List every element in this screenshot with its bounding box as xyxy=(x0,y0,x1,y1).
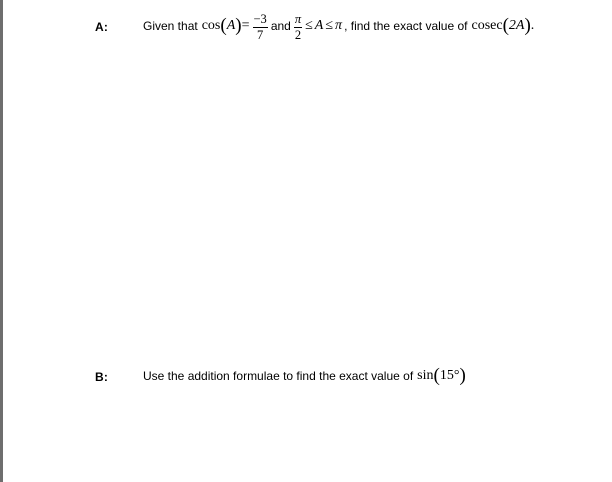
fraction-cos-value xyxy=(253,13,268,41)
given-that-text: Given that xyxy=(143,19,198,33)
fraction-denominator: 7 xyxy=(257,27,264,42)
and-text: and xyxy=(270,19,291,33)
fraction-denominator: 2 xyxy=(294,27,302,42)
sin-function: sin xyxy=(417,368,434,383)
cosec-function: cosec xyxy=(471,18,503,33)
question-b-text xyxy=(143,364,466,388)
leq-sign: ≤ xyxy=(305,18,313,33)
open-paren: ( xyxy=(502,14,509,36)
question-a-label: A: xyxy=(95,20,109,34)
fraction-numerator: π xyxy=(294,12,302,26)
question-b-label: B: xyxy=(95,370,109,384)
find-exact-value-text: , find the exact value of xyxy=(344,19,468,33)
variable-a: A xyxy=(226,18,236,33)
question-a-text xyxy=(143,9,534,43)
angle-value: 15° xyxy=(439,368,460,383)
fraction-pi-over-two xyxy=(294,13,302,41)
variable-a: A xyxy=(314,18,324,33)
cos-function: cos xyxy=(201,18,221,33)
two-a-argument: 2A xyxy=(508,18,525,33)
close-paren: ) xyxy=(235,14,242,36)
addition-formulae-text: Use the addition formulae to find the exact value of xyxy=(143,369,414,383)
equals-sign: = xyxy=(241,18,250,33)
pi-symbol: π xyxy=(335,18,343,33)
leq-sign: ≤ xyxy=(325,18,334,33)
fraction-numerator: −3 xyxy=(253,12,267,26)
close-paren: ) xyxy=(459,364,466,386)
open-paren: ( xyxy=(220,14,227,36)
period: . xyxy=(530,18,535,33)
close-paren: ) xyxy=(524,14,531,36)
open-paren: ( xyxy=(433,364,440,386)
left-border-rule xyxy=(0,0,3,482)
